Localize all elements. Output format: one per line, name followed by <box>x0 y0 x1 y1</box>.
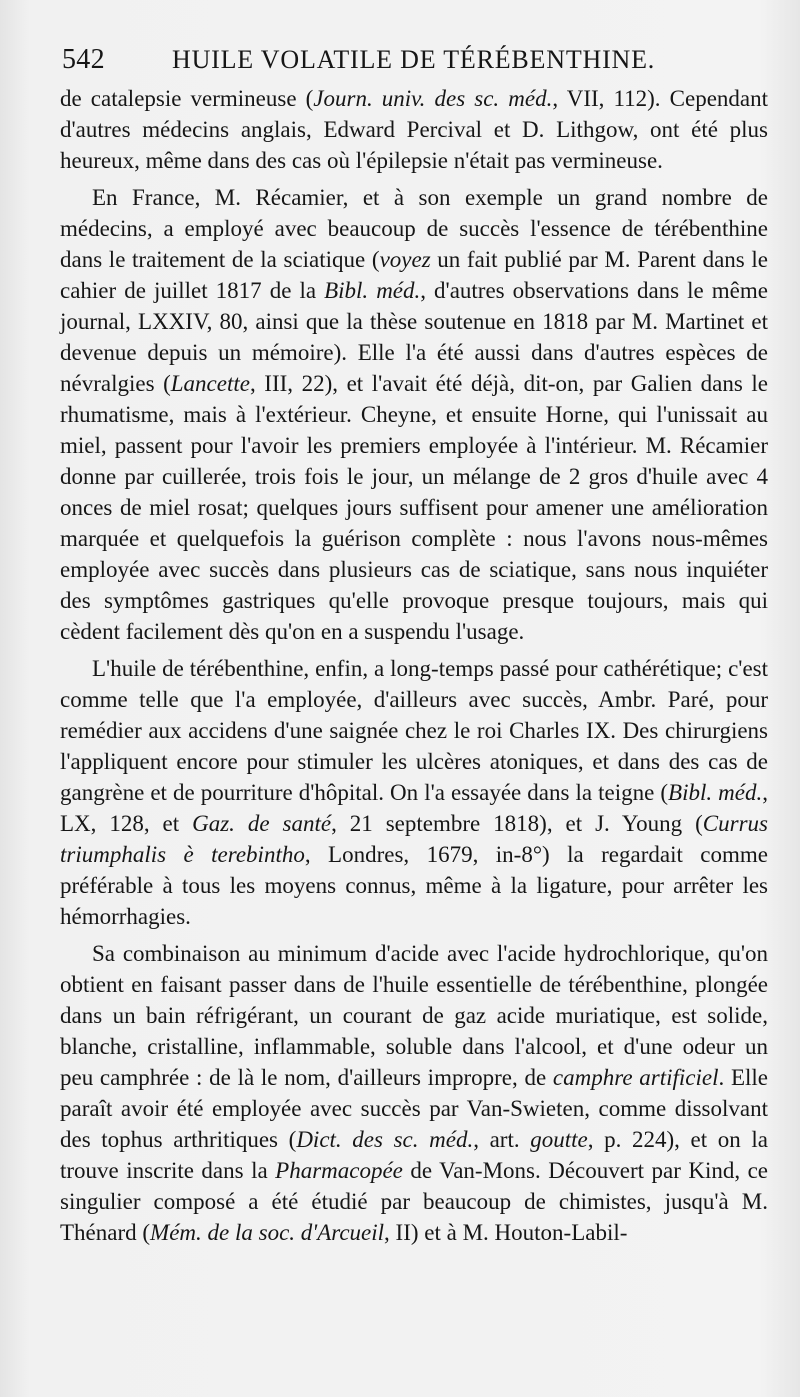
text-run: , VII, 112). Cependant d'autres médecins anglais, Edward Percival et D. Lithgow, ont été plus heureux, même dans des cas où l'épilepsie n'était pas vermineuse. <box>60 86 769 173</box>
text-run: En France, M. Récamier, et à son exemple un grand nombre de médecins, a employé avec beaucoup de succès l'essence de térébenthine dans le traitement de la sciatique ( <box>60 185 768 272</box>
italic-citation: Bibl. méd. <box>668 780 763 805</box>
paragraph-sciatique <box>60 182 768 647</box>
italic-citation: goutte <box>530 1127 588 1152</box>
paragraph-camphre-artificiel <box>60 938 768 1248</box>
italic-citation: Pharmacopée <box>275 1158 403 1183</box>
text-run: L'huile de térébenthine, enfin, a long-temps passé pour cathérétique; c'est comme telle que l'a employée, d'ailleurs avec succès, Ambr. Paré, pour remédier aux accidens d'une saignée chez le roi Charles IX. Des chirurgiens l'appliquent encore pour stimuler les ulcères atoniques, et dans des cas de gangrène et de pourriture d'hôpital. On l'a essayée dans la teigne ( <box>60 656 768 805</box>
italic-citation: Lancette <box>170 371 250 396</box>
page-number: 542 <box>62 44 105 75</box>
page-header <box>62 44 762 84</box>
text-run: un fait publié par M. Parent dans le cahier de juillet 1817 de la <box>60 247 768 303</box>
italic-citation: voyez <box>379 247 431 272</box>
running-title: HUILE VOLATILE DE TÉRÉBENTHINE. <box>172 45 656 74</box>
text-run: , p. 224), et on la trouve inscrite dans la <box>60 1127 769 1183</box>
text-run: , art. <box>473 1127 531 1152</box>
italic-citation: Journ. univ. des sc. méd. <box>313 86 553 111</box>
text-run: Sa combinaison au minimum d'acide avec l'acide hydrochlorique, qu'on obtient en faisant passer dans de l'huile essentielle de térébenthine, plongée dans un bain réfrigérant, un courant de gaz acide muriatique, est solide, blanche, cristalline, inflammable, soluble dans l'alcool, et d'une odeur un peu camphrée : de là le nom, d'ailleurs impropre, de <box>60 941 768 1090</box>
text-run: de Van-Mons. Découvert par Kind, ce singulier composé a été étudié par beaucoup de chimistes, jusqu'à M. Thénard ( <box>60 1158 768 1245</box>
text-run: , III, 22), et l'avait été déjà, dit-on, par Galien dans le rhumatisme, mais à l'extérieur. Cheyne, et ensuite Horne, qui l'unissait au miel, passent pour l'avoir les premiers employée à l'intérieur. M. Récamier donne par cuillerée, trois fois le jour, un mélange de 2 gros d'huile avec 4 onces de miel rosat; quelques jours suffisent pour amener une amélioration marquée et quelquefois la guérison complète : nous l'avons nous-mêmes employée avec succès dans plusieurs cas de sciatique, sans nous inquiéter des symptômes gastriques qu'elle provoque presque toujours, mais qui cèdent facilement dès qu'on en a suspendu l'usage. <box>60 371 769 644</box>
body-text <box>60 83 768 1248</box>
italic-citation: Bibl. méd. <box>324 278 421 303</box>
text-run: , Londres, 1679, in-8°) la regardait comme préférable à tous les moyens connus, même à la ligature, pour arrêter les hémorrhagies. <box>60 842 769 929</box>
paragraph-cathaeretique <box>60 653 768 932</box>
text-run: , d'autres observations dans le même journal, LXXIV, 80, ainsi que la thèse soutenue en 1818 par M. Martinet et devenue depuis un mémoire). Elle l'a été aussi dans d'autres espèces de névralgies ( <box>60 278 768 396</box>
text-run: , LX, 128, et <box>60 780 768 836</box>
italic-citation: Currus triumphalis è terebintho <box>60 811 768 867</box>
paragraph-continued <box>60 83 768 176</box>
italic-citation: Mém. de la soc. d'Arcueil <box>150 1220 385 1245</box>
text-run: . Elle paraît avoir été employée avec succès par Van-Swieten, comme dissolvant des tophus arthritiques ( <box>60 1065 768 1152</box>
text-run: , 21 septembre 1818), et J. Young ( <box>331 811 703 836</box>
italic-citation: camphre artificiel <box>552 1065 719 1090</box>
text-run: , II) et à M. Houton-Labil- <box>384 1220 628 1245</box>
italic-citation: Gaz. de santé <box>192 811 332 836</box>
text-run: de catalepsie vermineuse ( <box>60 86 314 111</box>
italic-citation: Dict. des sc. méd. <box>296 1127 474 1152</box>
